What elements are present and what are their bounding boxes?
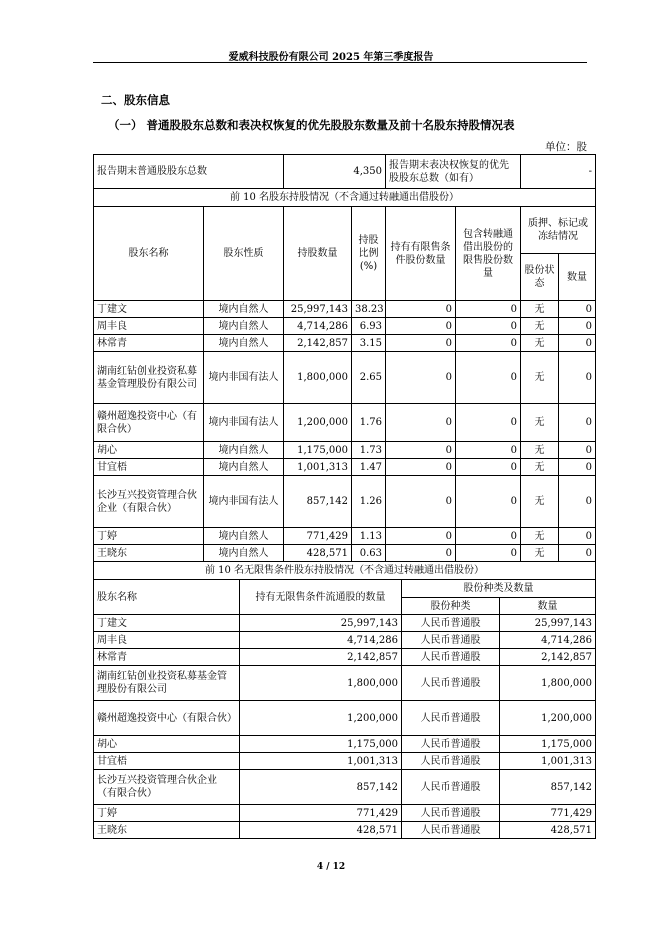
shareholder-nature: 境内非国有法人 (204, 476, 284, 528)
table-row (94, 649, 596, 666)
unrestricted-qty: 771,429 (240, 805, 402, 822)
share-type: 人民币普通股 (402, 632, 500, 649)
table-row (94, 318, 596, 335)
share-count: 25,997,143 (284, 301, 352, 318)
share-amount: 1,175,000 (500, 736, 596, 753)
share-type: 人民币普通股 (402, 822, 500, 839)
table-row (94, 352, 596, 404)
pledge-qty: 0 (559, 459, 596, 476)
summary-label-2: 报告期末表决权恢复的优先股股东总数（如有） (386, 155, 521, 189)
shareholder-name: 丁婷 (94, 805, 240, 822)
top10-shareholders-table (93, 154, 596, 562)
header-nature: 股东性质 (204, 207, 284, 301)
share-ratio: 1.26 (352, 476, 386, 528)
share-count: 857,142 (284, 476, 352, 528)
shareholder-name: 王晓东 (94, 822, 240, 839)
lending-shares: 0 (456, 318, 521, 335)
table-row (94, 822, 596, 839)
pledge-status: 无 (521, 335, 559, 352)
shareholder-name: 林常青 (94, 649, 240, 666)
header-shares: 持股数量 (284, 207, 352, 301)
share-ratio: 1.76 (352, 404, 386, 442)
pledge-qty: 0 (559, 301, 596, 318)
restricted-shares: 0 (386, 459, 456, 476)
share-type: 人民币普通股 (402, 736, 500, 753)
table-row (94, 459, 596, 476)
lending-shares: 0 (456, 442, 521, 459)
share-type: 人民币普通股 (402, 753, 500, 770)
pledge-qty: 0 (559, 318, 596, 335)
shareholder-nature: 境内自然人 (204, 459, 284, 476)
unrestricted-shareholders-table (93, 561, 596, 839)
header-ratio: 持股比例(%) (352, 207, 386, 301)
share-ratio: 6.93 (352, 318, 386, 335)
lending-shares: 0 (456, 352, 521, 404)
restricted-shares: 0 (386, 335, 456, 352)
lending-shares: 0 (456, 545, 521, 562)
shareholder-nature: 境内自然人 (204, 545, 284, 562)
table-row (94, 442, 596, 459)
u-header-type-group: 股份种类及数量 (402, 580, 596, 598)
section-title: 二、股东信息 (101, 93, 170, 107)
table-row (94, 805, 596, 822)
share-count: 1,200,000 (284, 404, 352, 442)
table-row (94, 404, 596, 442)
header-divider (93, 62, 587, 63)
header-status: 股份状态 (521, 254, 559, 301)
shareholder-nature: 境内自然人 (204, 318, 284, 335)
share-amount: 771,429 (500, 805, 596, 822)
share-count: 1,001,313 (284, 459, 352, 476)
restricted-shares: 0 (386, 301, 456, 318)
table-row (94, 666, 596, 701)
restricted-shares: 0 (386, 352, 456, 404)
shareholder-nature: 境内自然人 (204, 301, 284, 318)
share-ratio: 0.63 (352, 545, 386, 562)
share-ratio: 3.15 (352, 335, 386, 352)
unrestricted-qty: 857,142 (240, 770, 402, 805)
summary-value-2: - (521, 155, 596, 189)
pledge-status: 无 (521, 545, 559, 562)
summary-row (94, 155, 596, 189)
page-number: 4 / 12 (316, 862, 346, 872)
shareholder-name: 湖南红钻创业投资私募基金管理股份有限公司 (94, 666, 240, 701)
pledge-status: 无 (521, 459, 559, 476)
shareholder-name: 长沙互兴投资管理合伙企业（有限合伙） (94, 476, 204, 528)
share-amount: 1,800,000 (500, 666, 596, 701)
pledge-status: 无 (521, 528, 559, 545)
share-ratio: 38.23 (352, 301, 386, 318)
shareholder-name: 长沙互兴投资管理合伙企业（有限合伙） (94, 770, 240, 805)
unit-label: 单位：股 (545, 141, 587, 153)
shareholder-name: 周丰良 (94, 632, 240, 649)
u-header-type: 股份种类 (402, 598, 500, 615)
share-count: 4,714,286 (284, 318, 352, 335)
table-row (94, 528, 596, 545)
unrestricted-qty: 1,200,000 (240, 701, 402, 736)
u-header-amount: 数量 (500, 598, 596, 615)
pledge-status: 无 (521, 404, 559, 442)
lending-shares: 0 (456, 301, 521, 318)
table-row (94, 301, 596, 318)
pledge-status: 无 (521, 476, 559, 528)
shareholder-name: 王晓东 (94, 545, 204, 562)
share-ratio: 1.47 (352, 459, 386, 476)
table-row (94, 545, 596, 562)
share-ratio: 2.65 (352, 352, 386, 404)
summary-label-1: 报告期末普通股股东总数 (94, 155, 284, 189)
pledge-qty: 0 (559, 442, 596, 459)
shareholder-name: 赣州超逸投资中心（有限合伙） (94, 404, 204, 442)
shareholder-nature: 境内自然人 (204, 335, 284, 352)
pledge-qty: 0 (559, 528, 596, 545)
share-amount: 4,714,286 (500, 632, 596, 649)
unrestricted-qty: 428,571 (240, 822, 402, 839)
header-lending: 包含转融通借出股份的限售股份数量 (456, 207, 521, 301)
subsection-title: （一） 普通股股东总数和表决权恢复的优先股股东数量及前十名股东持股情况表 (108, 118, 515, 132)
share-type: 人民币普通股 (402, 649, 500, 666)
header-name: 股东名称 (94, 207, 204, 301)
restricted-shares: 0 (386, 528, 456, 545)
pledge-qty: 0 (559, 335, 596, 352)
pledge-qty: 0 (559, 476, 596, 528)
pledge-qty: 0 (559, 404, 596, 442)
shareholder-nature: 境内自然人 (204, 442, 284, 459)
share-count: 1,175,000 (284, 442, 352, 459)
header-pledge: 质押、标记或冻结情况 (521, 207, 596, 254)
share-count: 428,571 (284, 545, 352, 562)
share-count: 771,429 (284, 528, 352, 545)
shareholder-nature: 境内非国有法人 (204, 404, 284, 442)
shareholder-name: 赣州超逸投资中心（有限合伙） (94, 701, 240, 736)
restricted-shares: 0 (386, 318, 456, 335)
share-count: 1,800,000 (284, 352, 352, 404)
top10-title: 前 10 名股东持股情况（不含通过转融通出借股份） (94, 189, 596, 207)
unrestricted-title: 前 10 名无限售条件股东持股情况（不含通过转融通出借股份） (94, 562, 596, 580)
restricted-shares: 0 (386, 442, 456, 459)
share-type: 人民币普通股 (402, 805, 500, 822)
lending-shares: 0 (456, 528, 521, 545)
share-amount: 1,001,313 (500, 753, 596, 770)
pledge-status: 无 (521, 352, 559, 404)
lending-shares: 0 (456, 404, 521, 442)
share-type: 人民币普通股 (402, 615, 500, 632)
restricted-shares: 0 (386, 404, 456, 442)
table-row (94, 615, 596, 632)
shareholder-name: 胡心 (94, 442, 204, 459)
unrestricted-qty: 1,175,000 (240, 736, 402, 753)
table-row (94, 476, 596, 528)
u-header-name: 股东名称 (94, 580, 240, 615)
table-row (94, 770, 596, 805)
restricted-shares: 0 (386, 545, 456, 562)
share-amount: 428,571 (500, 822, 596, 839)
lending-shares: 0 (456, 476, 521, 528)
unrestricted-qty: 1,800,000 (240, 666, 402, 701)
unrestricted-qty: 4,714,286 (240, 632, 402, 649)
pledge-qty: 0 (559, 352, 596, 404)
share-amount: 25,997,143 (500, 615, 596, 632)
share-type: 人民币普通股 (402, 701, 500, 736)
shareholder-name: 甘宜梧 (94, 459, 204, 476)
unrestricted-qty: 25,997,143 (240, 615, 402, 632)
restricted-shares: 0 (386, 476, 456, 528)
shareholder-name: 丁婷 (94, 528, 204, 545)
shareholder-name: 周丰良 (94, 318, 204, 335)
pledge-status: 无 (521, 318, 559, 335)
lending-shares: 0 (456, 459, 521, 476)
shareholder-name: 丁建文 (94, 615, 240, 632)
header-qty: 数量 (559, 254, 596, 301)
share-count: 2,142,857 (284, 335, 352, 352)
shareholder-name: 湖南红钻创业投资私募基金管理股份有限公司 (94, 352, 204, 404)
unrestricted-qty: 2,142,857 (240, 649, 402, 666)
share-ratio: 1.73 (352, 442, 386, 459)
pledge-status: 无 (521, 442, 559, 459)
table-row (94, 736, 596, 753)
shareholder-name: 丁建文 (94, 301, 204, 318)
table-row (94, 632, 596, 649)
shareholder-name: 甘宜梧 (94, 753, 240, 770)
page-header: 爱威科技股份有限公司 2025 年第三季度报告 (228, 52, 434, 63)
table-row (94, 335, 596, 352)
share-type: 人民币普通股 (402, 666, 500, 701)
summary-value-1: 4,350 (284, 155, 386, 189)
pledge-status: 无 (521, 301, 559, 318)
u-header-qty: 持有无限售条件流通股的数量 (240, 580, 402, 615)
pledge-qty: 0 (559, 545, 596, 562)
share-ratio: 1.13 (352, 528, 386, 545)
share-amount: 2,142,857 (500, 649, 596, 666)
share-amount: 857,142 (500, 770, 596, 805)
shareholder-name: 林常青 (94, 335, 204, 352)
table-row (94, 753, 596, 770)
shareholder-name: 胡心 (94, 736, 240, 753)
shareholder-nature: 境内自然人 (204, 528, 284, 545)
lending-shares: 0 (456, 335, 521, 352)
share-amount: 1,200,000 (500, 701, 596, 736)
share-type: 人民币普通股 (402, 770, 500, 805)
header-restricted: 持有有限售条件股份数量 (386, 207, 456, 301)
unrestricted-qty: 1,001,313 (240, 753, 402, 770)
shareholder-nature: 境内非国有法人 (204, 352, 284, 404)
table-row (94, 701, 596, 736)
